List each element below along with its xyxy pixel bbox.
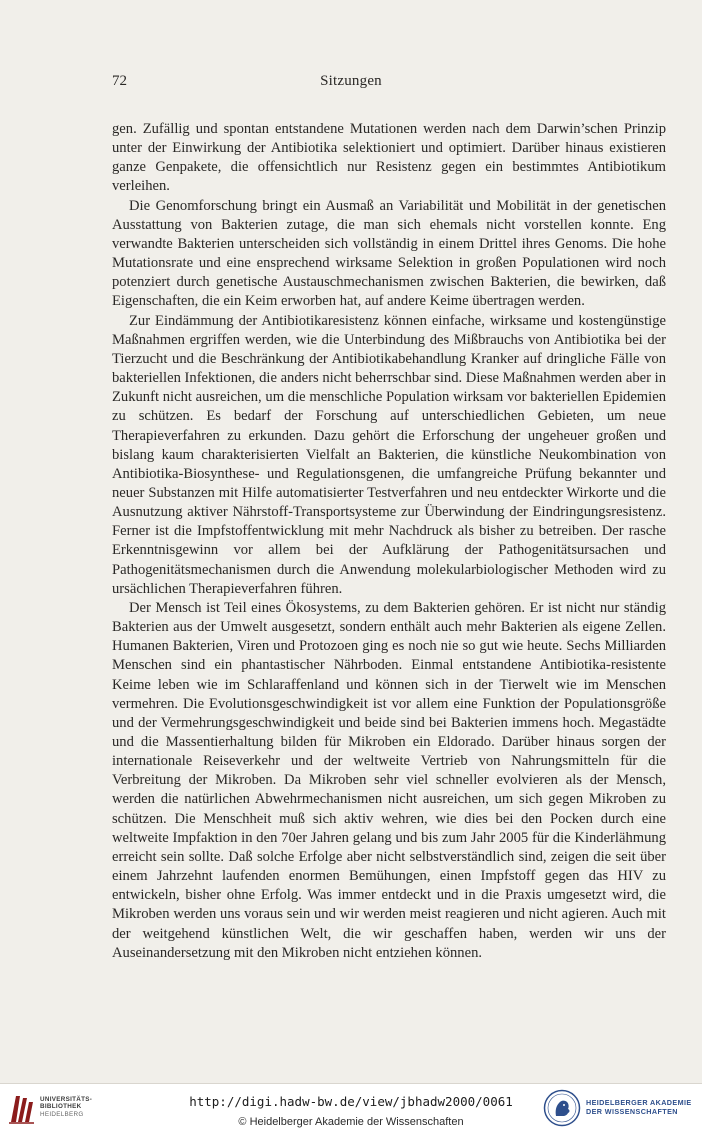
footer xyxy=(0,1084,702,1133)
academy-name: HEIDELBERGER AKADEMIE DER WISSENSCHAFTEN xyxy=(586,1098,692,1116)
running-head: Sitzungen xyxy=(320,73,382,89)
paragraph: gen. Zufällig und spontan entstandene Mutationen werden nach dem Darwin’schen Prinzip unter der Einwirkung der Antibiotika selektioniert und optimiert. Darüber hinaus existieren ganze Genpakete, die offensichtlich nur Resistenz gegen ein bestimmtes Antibiotikum verleihen. xyxy=(112,121,666,195)
page-number: 72 xyxy=(112,73,127,89)
academy-seal-icon xyxy=(543,1089,581,1127)
copyright-notice: © Heidelberger Akademie der Wissenschaften xyxy=(238,1116,464,1128)
paragraph: Zur Eindämmung der Antibiotikaresistenz können einfache, wirksame und kostengünstige Maßnahmen ergriffen werden, wie die Unterbindung des Mißbrauchs von Antibiotika bei der Tierzucht und die Beschränkung der Antibiotikabehandlung Kranker auf dringliche Fälle von bakteriellen Infektionen, die anders nicht beherrschbar sind. Diese Maßnahmen werden aber in Zukunft nicht ausreichen, um die menschliche Population wirksam vor bakteriellen Epidemien zu schützen. Es bedarf der Forschung auf unterschiedlichen Gebieten, um neue Therapieverfahren zu erkunden. Dazu gehört die Erforschung der ungeheuer großen und bislang kaum charakterisierten Vielfalt an Bakterien, die künstliche Neukombination von Antibiotika-Biosynthese- und Regulationsgenen, die umfangreiche Prüfung bekannter und neuer Substanzen mit Hilfe automatisierter Testverfahren und neu entdeckter Wirkorte und die Ausnutzung aktiver Nährstoff-Transportsysteme zur Überwindung der Eindringungsresistenz. Ferner ist die Impfstoffentwicklung mit mehr Nachdruck als bisher zu betreiben. Der rasche Erkenntnisgewinn vor allem bei der Aufklärung der Pathogenitätsursachen und Pathogenitätsmechanismen durch die Anwendung molekularbiologischer Methoden wird zu ursächlichen Therapieverfahren führen. xyxy=(112,312,666,597)
body-text xyxy=(112,120,666,963)
paragraph: Die Genomforschung bringt ein Ausmaß an Variabilität und Mobilität in der genetischen Ausstattung von Bakterien zutage, die man sich ehemals nicht vorstellen konnte. Eng verwandte Bakterien unterscheiden sich vollständig in einem Drittel ihres Genoms. Die hohe Mutationsrate und eine ensprechend wirksame Selektion in großen Populationen wird noch potenziert durch genetische Austauschmechanismen zwischen Bakterien, die bewirken, daß Eigenschaften, die ein Keim erworben hat, auf andere Keime übertragen werden. xyxy=(112,197,666,310)
paragraph: Der Mensch ist Teil eines Ökosystems, zu dem Bakterien gehören. Er ist nicht nur ständig Bakterien aus der Umwelt ausgesetzt, sondern enthält auch mehr Bakterien als eigene Zellen. Humanen Bakterien, Viren und Protozoen ging es noch nie so gut wie heute. Sechs Milliarden Menschen sind ein phantastischer Nährboden. Einmal entstandene Antibiotika-resistente Keime leben wie im Schlaraffenland und können sich in der Tierwelt wie im Menschen vermehren. Die Evolutionsgeschwindigkeit ist vor allem eine Funktion der Populationsgröße und der Vermehrungsgeschwindigkeit und beide sind bei Bakterien immens hoch. Megastädte und die Massentierhaltung bilden für Mikroben ein Eldorado. Darüber hinaus sorgen der internationale Reiseverkehr und der weltweite Vertrieb von Nahrungsmitteln für die Verbreitung der Mikroben. Da Mikroben sehr viel schneller evolvieren als der Mensch, werden die natürlichen Abwehrmechanismen nicht ausreichen, um sich gegen Mikroben zu schützen. Die Menschheit muß sich aktiv wehren, wie dies bei den Pocken durch eine weltweite Impfaktion in den 70er Jahren gelang und bis zum Jahr 2005 für die Kinderlähmung erreicht sein sollte. Daß solche Erfolge aber nicht selbstverständlich sind, zeigen die seit über einem Jahrzehnt laufenden enormen Bemühungen, einen Impfstoff gegen das HIV zu entwickeln, bisher ohne Erfolg. Was immer entdeckt und in die Praxis umgesetzt wird, die Mikroben werden uns voraus sein und wir werden meist reagieren und nicht agieren. Auch mit der weitgehend künstlichen Welt, die wir geschaffen haben, werden wir uns der Auseinandersetzung mit den Mikroben nicht entziehen können. xyxy=(112,599,666,961)
library-name: UNIVERSITÄTS- BIBLIOTHEK HEIDELBERG xyxy=(40,1096,93,1118)
digital-copy-link[interactable]: http://digi.hadw-bw.de/view/jbhadw2000/0061 xyxy=(189,1094,513,1109)
